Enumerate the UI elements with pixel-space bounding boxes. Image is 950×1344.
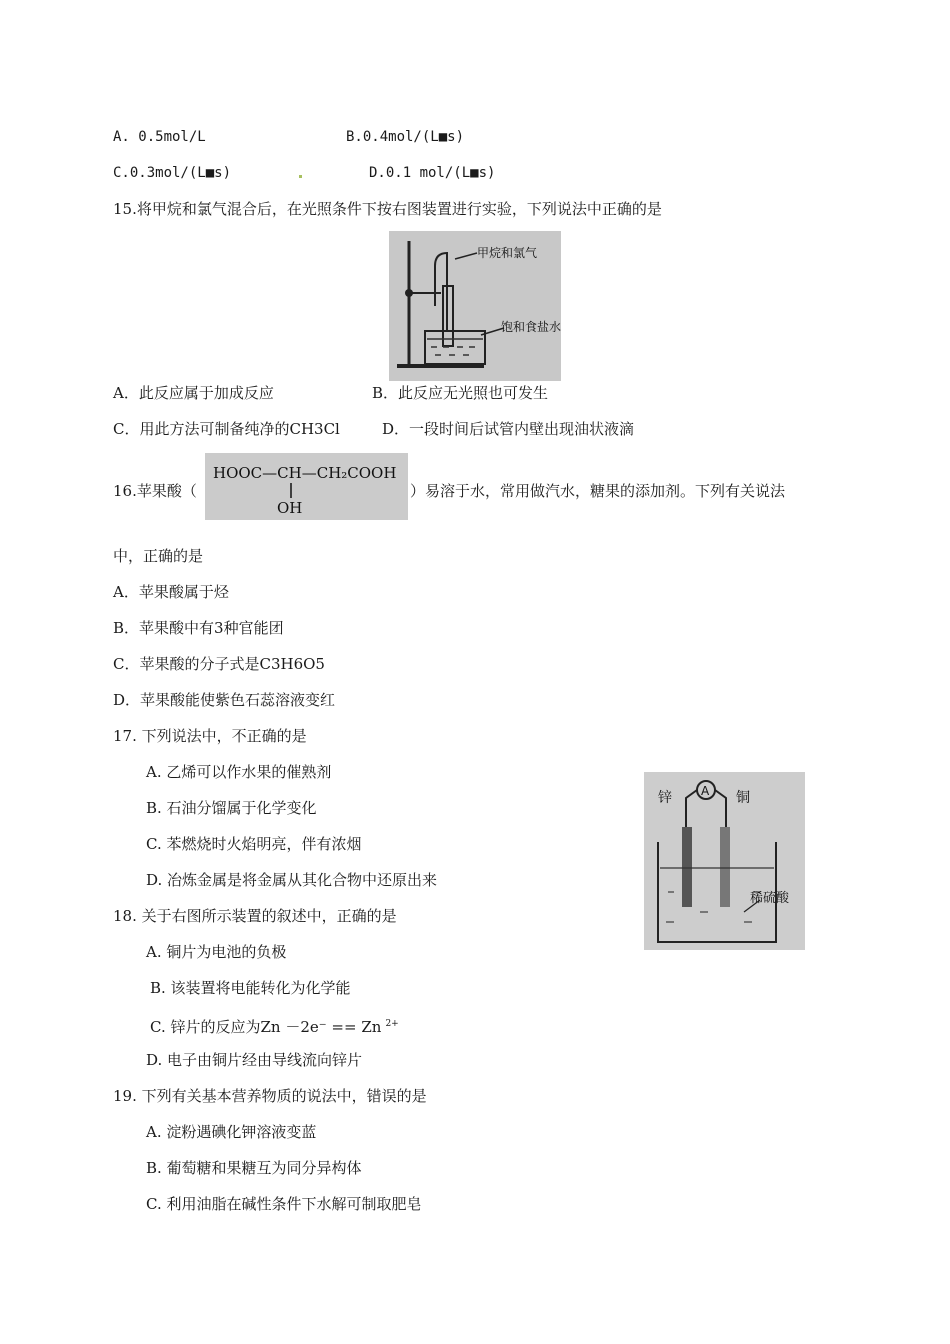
q18-option-c xyxy=(150,1014,399,1037)
stray-dot xyxy=(299,175,302,178)
q17-option-a: A. 乙烯可以作水果的催熟剂 xyxy=(146,763,332,781)
malic-acid-structure xyxy=(205,453,408,520)
ammeter-label: A xyxy=(701,784,710,798)
q19-option-b: B. 葡萄糖和果糖互为同分异构体 xyxy=(146,1159,362,1177)
q17-stem: 17. 下列说法中，不正确的是 xyxy=(113,727,307,745)
q18-option-c-text: C. 锌片的反应为Zn －2e⁻ == Zn xyxy=(150,1018,382,1036)
q16-option-c: C．苹果酸的分子式是C3H6O5 xyxy=(113,655,325,673)
zinc-electrode xyxy=(682,827,692,907)
q14-option-d: D.0.1 mol/(L■s) xyxy=(369,165,496,181)
copper-electrode xyxy=(720,827,730,907)
q15-option-c: C．用此方法可制备纯净的CH3Cl xyxy=(113,420,340,438)
copper-label: 铜 xyxy=(736,790,750,806)
fig-label-methane-chlorine: 甲烷和氯气 xyxy=(477,246,538,260)
dilute-sulfuric-acid-label: 稀硫酸 xyxy=(750,891,790,906)
q19-option-a: A. 淀粉遇碘化钾溶液变蓝 xyxy=(146,1123,317,1141)
formula-hydroxyl: OH xyxy=(277,499,303,517)
q17-option-b: B. 石油分馏属于化学变化 xyxy=(146,799,317,817)
q18-option-b: B. 该装置将电能转化为化学能 xyxy=(150,979,351,997)
q15-stem: 15.将甲烷和氯气混合后，在光照条件下按右图装置进行实验，下列说法中正确的是 xyxy=(113,200,662,218)
q18-stem: 18. 关于右图所示装置的叙述中，正确的是 xyxy=(113,907,397,925)
q14-option-b: B.0.4mol/(L■s) xyxy=(346,129,465,145)
q16-option-d: D．苹果酸能使紫色石蕊溶液变红 xyxy=(113,691,336,709)
q15-figure-apparatus xyxy=(389,231,561,381)
q16-stem-prefix: 16.苹果酸（ xyxy=(113,482,197,500)
galvanic-cell-diagram xyxy=(644,772,805,950)
q18-figure-galvanic-cell xyxy=(644,772,805,950)
q15-option-a: A．此反应属于加成反应 xyxy=(113,384,274,402)
q14-option-c: C.0.3mol/(L■s) xyxy=(113,165,232,181)
zinc-label: 锌 xyxy=(658,790,672,806)
q16-option-a: A．苹果酸属于烃 xyxy=(113,583,229,601)
q14-option-a: A. 0.5mol/L xyxy=(113,129,206,145)
q19-stem: 19. 下列有关基本营养物质的说法中，错误的是 xyxy=(113,1087,427,1105)
q17-option-c: C. 苯燃烧时火焰明亮，伴有浓烟 xyxy=(146,835,362,853)
q15-option-d: D．一段时间后试管内壁出现油状液滴 xyxy=(382,420,635,438)
q18-option-d: D. 电子由铜片经由导线流向锌片 xyxy=(146,1051,363,1069)
q16-stem-suffix: ）易溶于水，常用做汽水，糖果的添加剂。下列有关说法 xyxy=(410,482,786,500)
q15-option-b: B．此反应无光照也可发生 xyxy=(372,384,549,402)
fig-label-saltwater: 饱和食盐水 xyxy=(501,320,561,334)
q19-option-c: C. 利用油脂在碱性条件下水解可制取肥皂 xyxy=(146,1195,422,1213)
malic-acid-structure-figure xyxy=(205,453,408,520)
q16-stem-continued: 中，正确的是 xyxy=(113,547,204,565)
q18-option-a: A. 铜片为电池的负极 xyxy=(146,943,287,961)
formula-main-chain: HOOC—CH—CH₂COOH xyxy=(213,464,397,482)
q16-option-b: B．苹果酸中有3种官能团 xyxy=(113,619,284,637)
q17-option-d: D. 冶炼金属是将金属从其化合物中还原出来 xyxy=(146,871,438,889)
methane-chlorine-apparatus-diagram xyxy=(389,231,561,381)
q18-option-c-charge: 2+ xyxy=(385,1019,399,1029)
